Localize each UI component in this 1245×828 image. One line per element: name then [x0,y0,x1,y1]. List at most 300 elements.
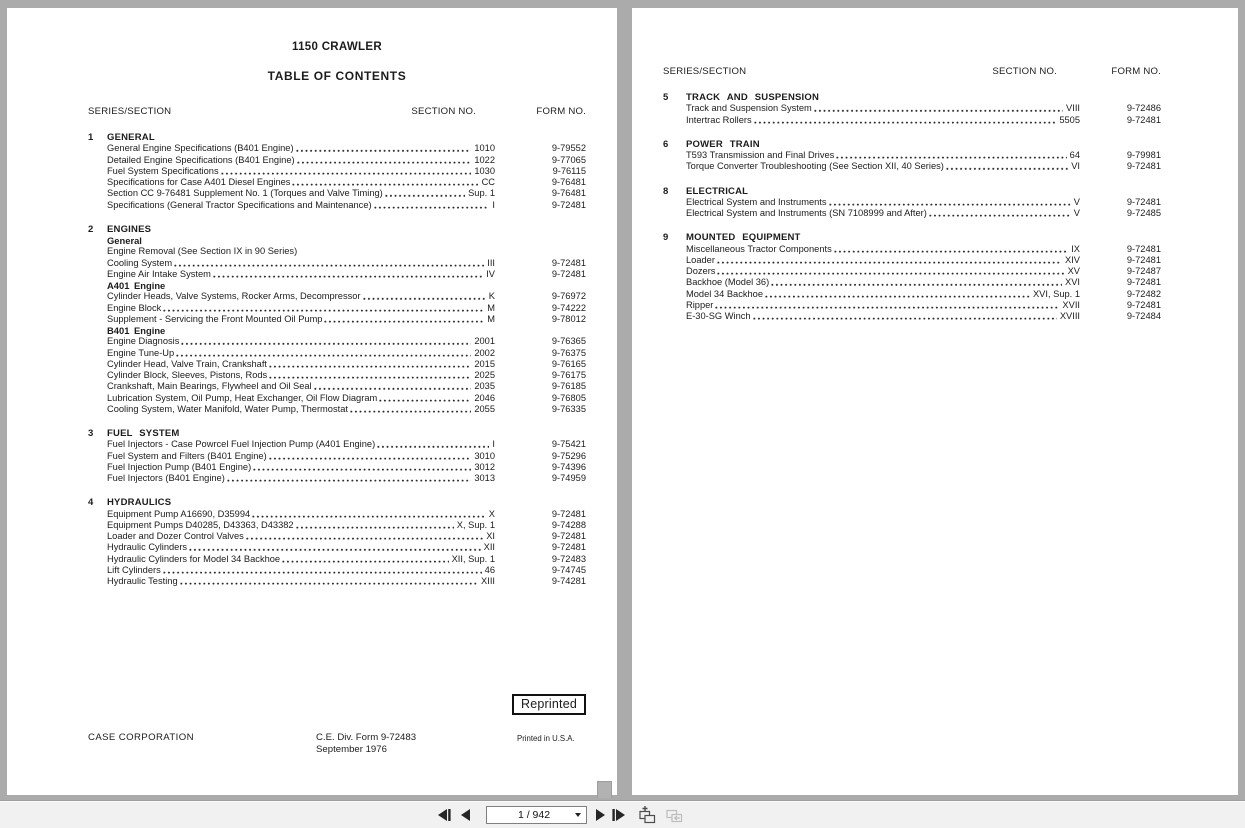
toc-row [107,370,586,381]
dot-leader [753,311,1057,322]
toc-row-main [686,255,1080,266]
dot-leader [765,289,1030,300]
toc-left [88,132,586,587]
section-number: 1 [88,132,94,143]
detach-window-icon [664,805,684,825]
toc-entry-section-no: 5505 [1059,114,1080,125]
toc-entry-section-no: 2001 [474,336,495,347]
toc-entry-title: Specifications (General Tractor Specifications and Maintenance) [107,199,372,210]
dot-leader [296,520,454,531]
toc-section [663,92,1161,126]
dot-leader [227,473,471,484]
toc-section [663,186,1161,220]
toc-entry-section-no: XVII [1062,299,1080,310]
col-header-section: SECTION NO. [992,66,1057,77]
toc-row [107,258,586,269]
section-heading: MOUNTED EQUIPMENT [686,232,801,244]
toc-entry-form-no: 9-74288 [551,519,586,530]
toc-entry-title: Electrical System and Instruments [686,196,827,207]
toc-entry-section-no: IV [486,268,495,279]
dropdown-caret-icon [575,813,581,817]
toc-row [107,177,586,188]
section-number: 3 [88,428,94,439]
toc-entry-title: Engine Diagnosis [107,336,180,347]
section-heading-row [88,224,586,235]
toc-entry-title: T593 Transmission and Final Drives [686,150,835,160]
toc-row-main [686,300,1080,311]
toc-entry-section-no: III [487,257,495,268]
toc-row-main [107,542,495,553]
toc-entry-title: Engine Air Intake System [107,268,211,279]
section-number: 5 [663,92,669,103]
toc-entry-form-no: 9-77065 [551,154,586,165]
toc-row [107,554,586,565]
toc-row [107,303,586,314]
toc-entry-section-no: 3013 [474,473,495,483]
toc-row-main [107,393,495,404]
toc-entry-title: Supplement - Servicing the Front Mounted Oil Pump [107,313,323,324]
toc-row [107,336,586,347]
dot-leader [929,208,1071,219]
footer-date: September 1976 [316,744,387,755]
toc-entry-title: Crankshaft, Main Bearings, Flywheel and Oil Seal [107,381,312,392]
toc-row-main [107,258,495,269]
toc-entry-section-no: X, Sup. 1 [456,519,495,530]
toc-entry-title: Loader [686,254,715,265]
toc-row [686,311,1161,322]
dot-leader [282,554,448,565]
toc-entry-section-no: XI [486,531,495,541]
toc-entry-title: Section CC 9-76481 Supplement No. 1 (Torques and Valve Timing) [107,188,383,199]
toc-entry-form-no: 9-72481 [1126,161,1161,172]
toc-row [686,197,1161,208]
toc-row-main [107,381,495,392]
section-heading: ELECTRICAL [686,185,749,197]
toc-row-main [686,115,1080,126]
toc-entry-title: Engine Block [107,302,162,313]
toc-entry-form-no: 9-76335 [551,403,586,414]
toc-row [686,255,1161,266]
toc-row-main [686,150,1080,161]
toc-entry-title: Fuel Injection Pump (B401 Engine) [107,461,252,472]
toc-subheading: B401 Engine [107,325,166,336]
toc-entry-section-no: VIII [1066,103,1080,114]
section-body [686,150,1161,173]
toc-entry-title: General Engine Specifications (B401 Engine) [107,143,294,154]
section-heading-row [88,428,586,439]
toc-entry-title: Engine Removal (See Section IX in 90 Series) [107,246,298,257]
toc-entry-title: Detailed Engine Specifications (B401 Engine) [107,154,295,165]
toc-entry-form-no: 9-74745 [551,564,586,575]
toc-row-main [107,520,495,531]
section-body [107,509,586,588]
toc-entry-title: Fuel Injectors (B401 Engine) [107,473,225,483]
toc-row-main [107,336,495,347]
section-number: 6 [663,138,669,150]
dot-leader [176,348,471,359]
dot-leader [269,451,472,462]
toc-row [107,269,586,280]
toc-entry-form-no: 9-76481 [551,177,586,187]
toc-entry-title: Electrical System and Instruments (SN 7108999 and After) [686,208,927,218]
toc-subheading: A401 Engine [107,280,166,291]
toc-row [686,150,1161,161]
toc-row [686,208,1161,219]
toc-entry-title: Equipment Pumps D40285, D43363, D43382 [107,519,294,530]
dot-leader [269,370,471,381]
dot-leader [374,200,490,211]
toc-section [88,497,586,587]
toc-entry-title: Cylinder Block, Sleeves, Pistons, Rods [107,370,268,380]
toc-entry-section-no: 2015 [474,358,495,369]
toc-row-main [107,451,495,462]
first-page-icon [438,809,451,821]
toc-row-main [686,103,1080,114]
toc-entry-section-no: XVIII [1059,311,1080,321]
dot-leader [946,161,1068,172]
next-page-icon [596,809,605,821]
section-heading-row [88,132,586,143]
toc-entry-section-no: 2046 [474,392,495,403]
dot-leader [324,314,484,325]
toc-entry-title: Backhoe (Model 36) [686,277,770,288]
dot-leader [814,103,1063,114]
toc-entry-title: Lubrication System, Oil Pump, Heat Exchanger, Oil Flow Diagram [107,392,378,403]
section-heading: POWER TRAIN [686,138,760,150]
toc-row-main [107,155,495,166]
section-body [686,197,1161,220]
section-body [107,143,586,211]
section-body [686,103,1161,126]
toc-entry-form-no: 9-72481 [1126,243,1161,254]
dot-leader [836,150,1066,161]
column-headers-right [663,66,1161,77]
toc-row-main [107,554,495,565]
dot-leader [246,531,483,542]
toc-section [88,224,586,415]
toc-entry-section-no: XVI, Sup. 1 [1032,288,1080,299]
toc-entry-form-no: 9-72484 [1126,311,1161,321]
dot-leader [253,462,471,473]
toc-entry-section-no: V [1073,208,1080,218]
section-body [107,439,586,484]
toc-row-main [107,246,495,257]
dot-leader [717,266,1064,277]
toc-entry-title: Miscellaneous Tractor Components [686,243,832,254]
dot-leader [180,576,478,587]
toc-entry-form-no: 9-78012 [551,313,586,324]
toc-row-main [107,359,495,370]
toc-entry-section-no: CC [481,177,495,187]
toc-row [107,291,586,302]
toc-row-main [107,348,495,359]
toc-row [107,531,586,542]
toc-row [107,381,586,392]
toc-row [107,359,586,370]
col-header-section: SECTION NO. [411,106,476,117]
toc-entry-title: Cylinder Head, Valve Train, Crankshaft [107,358,268,369]
toc-entry-section-no: 1022 [474,154,495,165]
toc-row [686,289,1161,300]
toc-entry-section-no: K [488,291,495,302]
toc-row-main [686,277,1080,288]
toc-entry-section-no: M [487,302,495,313]
toc-entry-form-no: 9-72481 [1126,114,1161,125]
last-page-button[interactable] [612,809,625,821]
toc-row [686,103,1161,114]
page-number-input[interactable] [486,806,587,824]
toc-entry-section-no: I [492,439,495,450]
toc-row-main [107,177,495,188]
toc-row-main [107,473,495,484]
footer-printed-note: Printed in U.S.A. [517,734,575,743]
toc-row-main [686,266,1080,277]
toc-entry-form-no: 9-76365 [551,336,586,347]
toc-row [686,266,1161,277]
toc-row-main [107,509,495,520]
footer-form-info [316,732,416,756]
toc-entry-title: E-30-SG Winch [686,311,751,321]
document-page-left [7,8,617,795]
reprinted-stamp: Reprinted [512,694,586,715]
toc-row-main [107,565,495,576]
toc-entry-section-no: 46 [484,564,495,575]
toc-entry-form-no: 9-72481 [551,531,586,541]
toc-row-main [107,291,495,302]
toc-entry-title: Model 34 Backhoe [686,288,764,299]
toc-entry-section-no: XVI [1065,277,1080,288]
scrollbar-thumb[interactable] [597,781,612,798]
toc-row-main [107,143,495,154]
toc-entry-form-no: 9-72483 [551,553,586,564]
dot-leader [213,269,483,280]
toc-row-main [107,269,495,280]
toc-row-main [107,404,495,415]
section-heading: FUEL SYSTEM [107,428,180,439]
toc-section [663,139,1161,173]
toc-row-main [107,370,495,381]
toc-entry-form-no: 9-74396 [551,461,586,472]
section-heading: TRACK AND SUSPENSION [686,92,820,103]
toc-entry-form-no: 9-72481 [551,542,586,553]
dot-leader [314,381,472,392]
column-headers-left [88,106,586,117]
toc-entry-form-no [495,246,586,257]
toc-row [107,143,586,154]
toc-row [107,246,586,257]
toc-row-main [686,244,1080,255]
toc-row [107,200,586,211]
toc-row [107,451,586,462]
toc-entry-form-no: 9-72481 [1126,196,1161,207]
page-navigation [438,801,684,828]
toc-row-main [686,311,1080,322]
toc-entry-title: Cooling System [107,257,173,268]
section-heading: HYDRAULICS [107,497,172,509]
toc-entry-title: Hydraulic Cylinders [107,542,188,553]
toc-entry-form-no: 9-76972 [551,291,586,302]
footer-form-number: C.E. Div. Form 9-72483 [316,732,417,743]
toc-row [686,300,1161,311]
toc-subheading: General [107,235,142,246]
toc-row-main [686,161,1080,172]
section-heading-row [88,497,586,508]
dot-leader [385,188,465,199]
doc-title: 1150 CRAWLER [292,41,382,53]
toc-row [107,509,586,520]
dot-leader [363,291,486,302]
section-number: 4 [88,497,94,509]
new-window-button[interactable] [637,805,657,825]
toc-entry-section-no: XII [483,542,495,553]
toc-entry-form-no: 9-76115 [552,165,586,176]
first-page-button[interactable] [438,809,451,821]
toc-row [107,439,586,450]
toc-row [107,166,586,177]
section-body [686,244,1161,323]
toc-entry-section-no: I [492,199,495,210]
dot-leader [163,303,484,314]
toc-entry-section-no: 2025 [474,370,495,380]
toc-entry-form-no: 9-76185 [551,381,586,392]
dot-leader [377,439,489,450]
toc-entry-title: Fuel System Specifications [107,165,219,176]
toc-entry-section-no: IX [1071,243,1080,254]
toc-entry-section-no: XIII [481,576,495,586]
dot-leader [221,166,472,177]
toc-entry-title: Ripper [686,299,714,310]
toc-entry-title: Cooling System, Water Manifold, Water Pump, Thermostat [107,403,348,414]
toc-entry-title: Dozers [686,266,716,276]
toc-entry-section-no: 1010 [474,143,495,154]
section-number: 9 [663,232,669,244]
toc-row [107,576,586,587]
toc-entry-section-no: X [488,508,495,519]
toc-entry-section-no: M [487,313,495,324]
toc-entry-section-no: 3010 [474,450,495,461]
section-heading-row [663,232,1161,243]
toc-entry-form-no: 9-76481 [551,188,586,199]
prev-page-icon [461,809,470,821]
toc-row [107,155,586,166]
toc-row-main [107,439,495,450]
toc-entry-form-no: 9-72481 [1126,254,1161,265]
toc-entry-form-no: 9-75421 [551,439,586,450]
doc-subtitle: TABLE OF CONTENTS [267,69,407,83]
detach-window-button[interactable] [664,805,684,825]
page-indicator: 1 / 942 [517,808,551,821]
toc-entry-title: Engine Tune-Up [107,347,175,358]
dot-leader [269,359,471,370]
toc-entry-form-no: 9-79981 [1126,150,1161,160]
footer-company: CASE CORPORATION [88,732,194,743]
dot-leader [297,155,472,166]
toc-entry-form-no: 9-72481 [1126,277,1161,288]
toc-entry-section-no: VI [1071,161,1080,172]
section-body [107,235,586,415]
dot-leader [715,300,1059,311]
toc-row-main [686,289,1080,300]
toc-row-main [107,576,495,587]
toc-row-main [107,166,495,177]
toc-entry-title: Fuel Injectors - Case Powrcel Fuel Injection Pump (A401 Engine) [107,439,376,450]
toc-row [107,542,586,553]
toc-entry-form-no: 9-74222 [551,302,586,313]
toc-row-main [107,314,495,325]
toc-row-main [686,197,1080,208]
previous-page-button[interactable] [461,809,470,821]
toc-row [686,277,1161,288]
toc-row-main [107,303,495,314]
section-number: 8 [663,185,669,197]
section-heading: GENERAL [107,132,155,143]
toc-entry-title: Intertrac Rollers [686,114,752,125]
viewer-toolbar [0,800,1245,828]
section-number: 2 [88,223,94,235]
toc-entry-section-no: 2002 [474,347,495,358]
toc-row [107,188,586,199]
toc-entry-title: Hydraulic Cylinders for Model 34 Backhoe [107,553,281,564]
new-window-icon [637,805,657,825]
toc-row [686,161,1161,172]
col-header-series: SERIES/SECTION [663,66,747,77]
toc-entry-section-no: XII, Sup. 1 [451,553,495,564]
toc-entry-section-no: 2035 [474,381,495,392]
toc-entry-form-no: 9-76175 [551,370,586,380]
toc-entry-form-no: 9-74959 [551,473,586,483]
toc-row [107,565,586,576]
toc-row-main [107,188,495,199]
toc-row [686,244,1161,255]
toc-entry-title: Fuel System and Filters (B401 Engine) [107,450,267,461]
toc-entry-form-no: 9-72481 [551,257,586,268]
toc-row [107,348,586,359]
toc-entry-form-no: 9-72486 [1126,103,1161,114]
dot-leader [829,197,1071,208]
last-page-icon [612,809,625,821]
next-page-button[interactable] [596,809,605,821]
dot-leader [771,277,1062,288]
col-header-series: SERIES/SECTION [88,106,172,117]
dot-leader [754,115,1057,126]
toc-right [663,92,1161,322]
section-heading: ENGINES [107,223,152,235]
toc-entry-section-no: 3012 [474,461,495,472]
dot-leader [163,565,482,576]
toc-entry-form-no: 9-76165 [551,358,586,369]
toc-entry-form-no: 9-72481 [551,508,586,519]
toc-entry-form-no: 9-79552 [551,143,586,154]
toc-entry-section-no: XV [1067,266,1080,276]
dot-leader [252,509,486,520]
toc-row-main [107,462,495,473]
toc-row-main [107,531,495,542]
toc-section [88,132,586,211]
section-heading-row [663,92,1161,103]
document-page-right [632,8,1238,795]
toc-entry-section-no: Sup. 1 [468,188,495,199]
dot-leader [350,404,471,415]
section-heading-row [663,186,1161,197]
toc-entry-section-no: 2055 [474,403,495,414]
toc-row-main [107,200,495,211]
dot-leader [834,244,1068,255]
toc-entry-form-no: 9-72481 [551,199,586,210]
toc-row [107,393,586,404]
dot-leader [717,255,1062,266]
toc-entry-section-no: 1030 [474,165,495,176]
toc-entry-section-no: V [1073,196,1080,207]
